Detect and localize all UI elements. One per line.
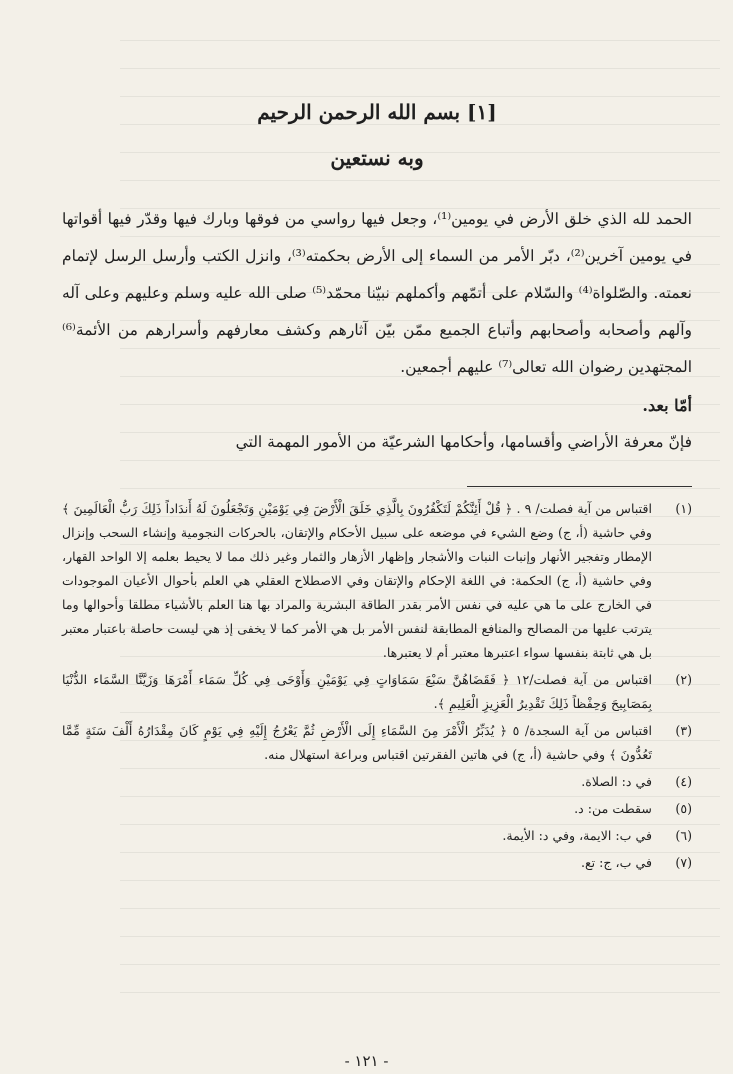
footnote-text: اقتباس من آية السجدة/ ٥ ﴿ يُدَبِّرُ الْأَمْرَ مِنَ السَّمَاءِ إِلَى الْأَرْضِ ثُمَّ يَعْرُجُ إِلَيْهِ فِي يَوْمٍ كَانَ مِقْدَارُهُ أَلْفَ سَنَةٍ مِّمَّا تَعُدُّونَ ﴾ وفي حاشية (أ، ج) في هاتين الفقرتين اقتباس وبراعة استهلال منه.	[62, 723, 652, 762]
footnote-number: (٦)	[675, 828, 692, 843]
footnote-number: (٤)	[675, 774, 692, 789]
continuation-line: فإنّ معرفة الأراضي وأقسامها، وأحكامها الشرعيّة من الأمور المهمة التي	[235, 433, 692, 451]
footnote	[62, 824, 692, 848]
page-number: - ١٢١ -	[344, 1052, 389, 1070]
footnote	[62, 797, 692, 821]
footnote-text: اقتباس من آية فصلت/ ٩ . ﴿ قُلْ أَئِنَّكُمْ لَتَكْفُرُونَ بِالَّذِي خَلَقَ الْأَرْضَ فِي يَوْمَيْنِ وَتَجْعَلُونَ لَهُ أَندَاداً ذَلِكَ رَبُّ الْعَالَمِينَ ﴾ وفي حاشية (أ، ج) وضع الشيء في موضعه على سبيل الأحكام والإتقان، بالحركات النجومية وإنشاء السحب وإنزال الإمطار وتفجير الأنهار وإنبات النبات والأشجار وإظهار الأزهار والثمار وغير ذلك مما لا يحيط بعلمه إلا الواحد القهار، وفي حاشية (أ، ج) الحكمة: في اللغة الإحكام والإتقان وفي الاصطلاح العقلي هي العلم بأحوال الأعيان الموجودات في الخارج على ما هي عليه في نفس الأمر بقدر الطاقة البشرية والمراد بها هنا العلم بالأشياء مطلقا وأحوالها وما يترتب عليها من المصالح والمنافع المطابقة لنفس الأمر بل هي الأمر كما لا يخفى إذ هي ليست حاصلة باعتبار معتبر بل هي ثابتة بنفسها سواء اعتبرها معتبر أم لا يعتبرها.	[62, 501, 652, 660]
footnote	[62, 851, 692, 875]
main-paragraph: الحمد لله الذي خلق الأرض في يومين⁽¹⁾، وجعل فيها رواسي من فوقها وبارك فيها وقدّر فيها أقواتها في يومين آخرين⁽²⁾، دبّر الأمر من السماء إلى الأرض بحكمته⁽³⁾، وانزل الكتب وأرسل الرسل لإتمام نعمته. والصّلواة⁽⁴⁾ والسّلام على أتمّهم وأكملهم نبيّنا محمّد⁽⁵⁾ صلى الله عليه وسلم وعليهم وعلى آله وآلهم وأصحابه وأصحابهم وأتباع الجميع ممّن بيّن آثارهم وكشف معارفهم وأسرارهم من الأئمة⁽⁶⁾ المجتهدين رضوان الله تعالى⁽⁷⁾ عليهم أجمعين.	[62, 210, 692, 376]
footnote-number: (١)	[675, 501, 692, 516]
footnote-text: اقتباس من آية فصلت/١٢ ﴿ فَقَضَاهُنَّ سَبْعَ سَمَاوَاتٍ فِي يَوْمَيْنِ وَأَوْحَى فِي كُلِّ سَمَاء أَمْرَهَا وَزَيَّنَّا السَّمَاء الدُّنْيَا بِمَصَابِيحَ وَحِفْظاً ذَلِكَ تَقْدِيرُ الْعَزِيزِ الْعَلِيمِ ﴾.	[62, 672, 653, 711]
footnote-number: (٥)	[675, 801, 692, 816]
footnote-number: (٧)	[675, 855, 692, 870]
footnote	[62, 719, 692, 767]
footnote	[62, 770, 692, 794]
footnotes	[62, 497, 692, 875]
footnote-number: (٢)	[675, 672, 692, 687]
page-content	[62, 95, 692, 878]
footnote	[62, 668, 692, 716]
page-subheading: وبه نستعين	[330, 146, 424, 170]
footnote-text: في ب، ج: تع.	[580, 855, 652, 870]
footnote-divider	[467, 486, 692, 487]
footnote-number: (٣)	[675, 723, 692, 738]
amma-line: أمّا بعد.	[642, 396, 692, 415]
page-heading: [١] بسم الله الرحمن الرحيم	[257, 100, 497, 124]
footnote	[62, 497, 692, 665]
footnote-text: في د: الصلاة.	[581, 774, 652, 789]
footnote-text: سقطت من: د.	[574, 801, 652, 816]
footnote-text: في ب: الايمة، وفي د: الأيمة.	[502, 828, 652, 843]
